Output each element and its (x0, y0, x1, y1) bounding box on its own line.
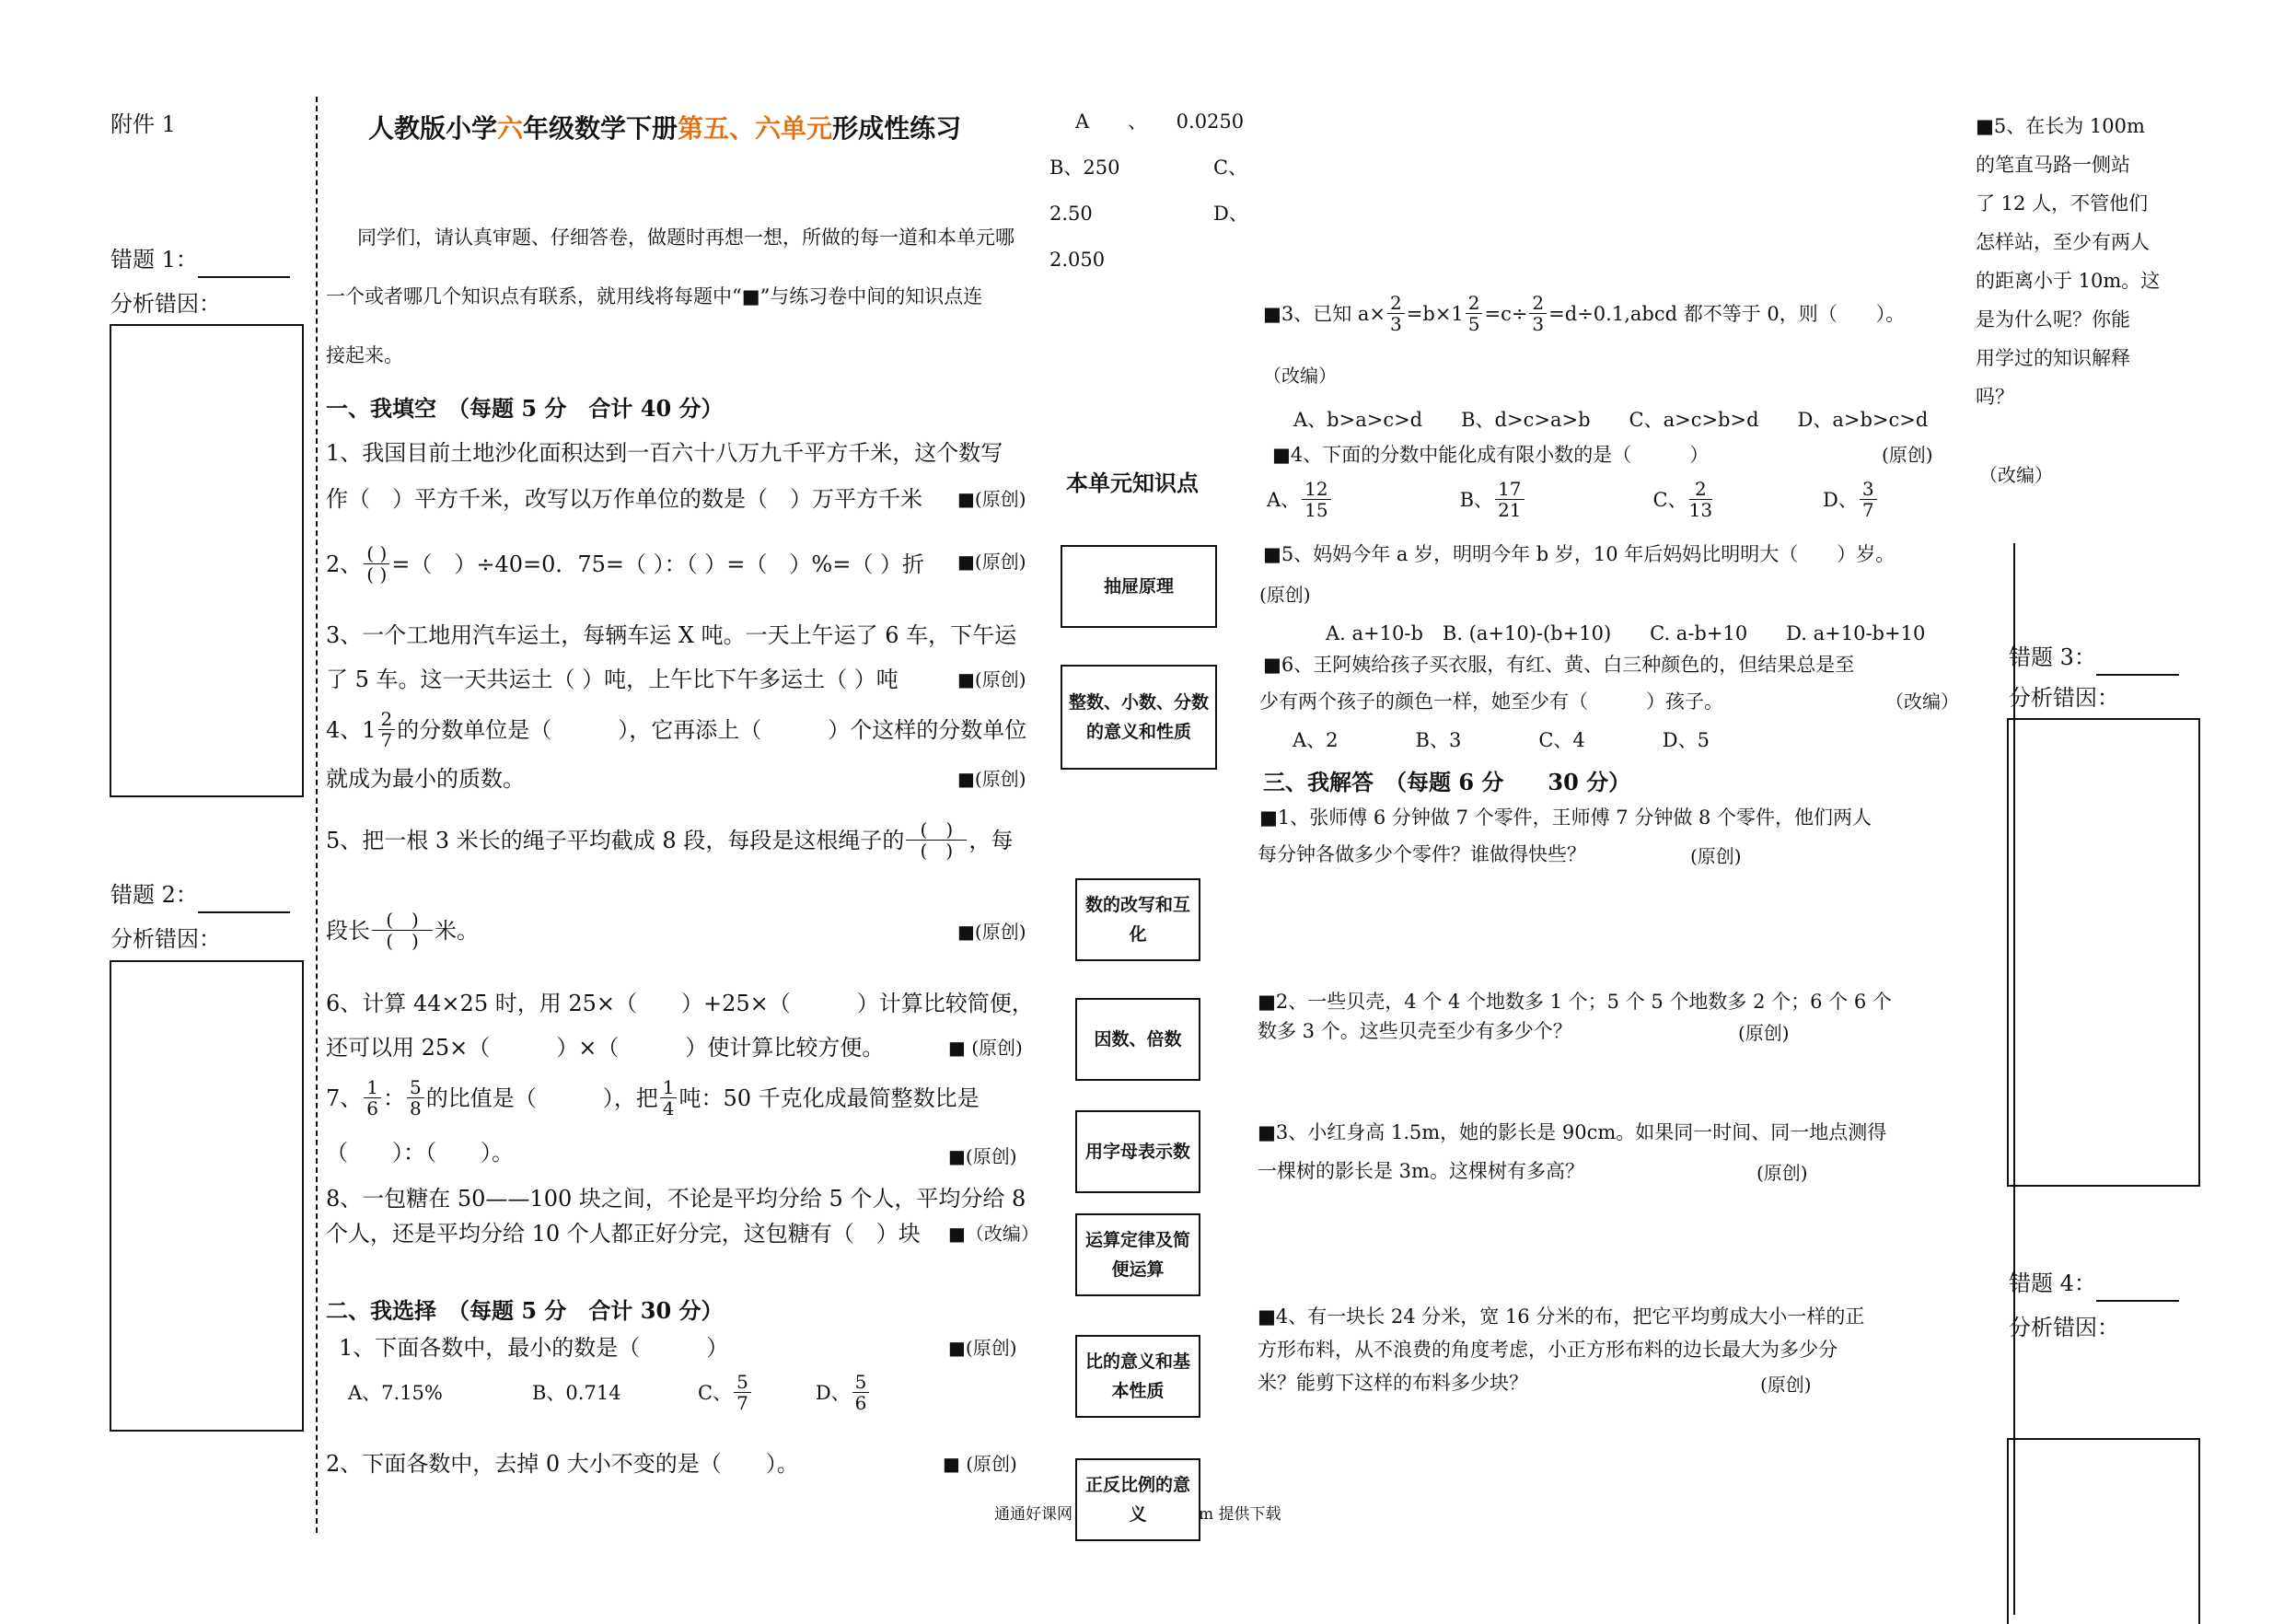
choice-q4-mark[interactable]: (原创) (1882, 444, 1933, 466)
error3-label: 错题 3： (2009, 639, 2179, 676)
answer-q4-mark[interactable]: (原创) (1760, 1374, 1812, 1396)
knowledge-point-ratio[interactable]: 比的意义和基本性质 (1075, 1335, 1200, 1418)
choice-q6-line1: ■6、王阿姨给孩子买衣服，有红、黄、白三种颜色的，但结果总是至 (1263, 654, 1855, 676)
fill-q8-line2: 个人，还是平均分给 10 个人都正好分完，这包糖有（ ）块 (326, 1221, 921, 1247)
error2-answer-box[interactable] (110, 960, 304, 1432)
choice-q2-option-c-value: 2.50 (1049, 203, 1093, 225)
fill-q1-line2: 作（ ）平方千米，改写以万作单位的数是（ ）万平方千米 (326, 486, 922, 512)
knowledge-point-proportion[interactable]: 正反比例的意义 (1075, 1458, 1200, 1541)
answer-q3-mark[interactable]: (原创) (1756, 1162, 1808, 1184)
choice-q2-option-b: B、250 (1049, 157, 1120, 179)
fill-q2: 2、 $\frac{( )}{( )}$ =（ ）÷40=0．75=（ ）：（ ）=（ ）%=（ ）折 (326, 542, 924, 586)
answer-q2-mark[interactable]: (原创) (1738, 1022, 1790, 1044)
answer-q2-line2: 数多 3 个。这些贝壳至少有多少个？ (1258, 1020, 1572, 1042)
answer-q2-line1: ■2、一些贝壳，4 个 4 个地数多 1 个；5 个 5 个地数多 2 个；6 个 6 个 (1258, 991, 1892, 1013)
fill-q1-line1: 1、我国目前土地沙化面积达到一百六十八万九千平方千米，这个数写 (326, 440, 1003, 466)
knowledge-point-conversion[interactable]: 数的改写和互化 (1075, 878, 1200, 961)
fill-q4-line2: 就成为最小的质数。 (326, 766, 525, 792)
answer-q1-line1: ■1、张师傅 6 分钟做 7 个零件，王师傅 7 分钟做 8 个零件，他们两人 (1259, 806, 1872, 829)
fill-q8-mark[interactable]: ■（改编） (948, 1223, 1039, 1245)
choice-q5-options: A. a+10-b B. (a+10)-(b+10) C. a-b+10 D. a+10-b+10 (1326, 622, 1926, 644)
answer-q4-line3: 米？能剪下这样的布料多少块？ (1258, 1372, 1528, 1394)
knowledge-point-operations[interactable]: 运算定律及简便运算 (1075, 1213, 1200, 1296)
error1-label: 错题 1： (110, 241, 290, 278)
answer-q3-line2: 一棵树的影长是 3m。这棵树有多高？ (1258, 1160, 1584, 1182)
answer-q1-mark[interactable]: (原创) (1690, 845, 1742, 867)
error4-analysis-label: 分析错因： (2009, 1315, 2119, 1340)
choice-q2-option-d-value: 2.050 (1049, 249, 1106, 271)
attachment-label: 附件 1 (110, 111, 176, 137)
choice-q2-option-c: C、 (1213, 157, 1248, 179)
choice-q1-options: A、7.15% B、0.714 C、 $\frac{5}{7}$ D、 $\frac{5}{6}$ (348, 1372, 871, 1413)
choice-q1: 1、下面各数中，最小的数是（ ） (339, 1335, 729, 1361)
answer-q5-mark[interactable]: （改编） (1979, 464, 2053, 486)
fill-q7-mark[interactable]: ■(原创) (948, 1145, 1017, 1167)
knowledge-point-letters[interactable]: 用字母表示数 (1075, 1110, 1200, 1193)
section3-heading: 三、我解答 （每题 6 分 30 分） (1263, 769, 1631, 795)
answer-q4-line1: ■4、有一块长 24 分米，宽 16 分米的布，把它平均剪成大小一样的正 (1258, 1305, 1865, 1328)
knowledge-point-pigeonhole[interactable]: 抽屉原理 (1061, 545, 1217, 628)
choice-q3-options: A、b>a>c>d B、d>c>a>b C、a>c>b>d D、a>b>c>d (1293, 409, 1929, 431)
error4-label: 错题 4： (2009, 1265, 2179, 1302)
footer-source: 通通好课网 (994, 1505, 1072, 1524)
choice-q4: ■4、下面的分数中能化成有限小数的是（ ） (1272, 444, 1710, 466)
fill-q8-line1: 8、一包糖在 50——100 块之间，不论是平均分给 5 个人，平均分给 8 (326, 1186, 1026, 1212)
footer-download: m 提供下载 (1199, 1505, 1281, 1524)
fill-q5-line1: 5、把一根 3 米长的绳子平均截成 8 段，每段是这根绳子的 $\frac{( )}{( )}$ ，每 (326, 818, 1014, 862)
error2-label: 错题 2： (110, 876, 290, 913)
answer-q1-line2: 每分钟各做多少个零件？谁做得快些？ (1258, 843, 1586, 865)
choice-q6-mark[interactable]: （改编） (1885, 690, 1959, 713)
choice-q5-mark[interactable]: (原创) (1259, 584, 1311, 606)
answer-q3-line1: ■3、小红身高 1.5m，她的影长是 90cm。如果同一时间、同一地点测得 (1258, 1121, 1887, 1143)
fill-q3-line2: 了 5 车。这一天共运土（ ）吨，上午比下午多运土（ ）吨 (326, 667, 899, 692)
choice-q3: ■3、已知 a× $\frac{2}{3}$ =b×1 $\frac{2}{5}$ =c÷ $\frac{2}{3}$ =d÷0.1,abcd 都不等于 0，则（ ）。 (1263, 292, 1906, 335)
fill-q2-fraction: $\frac{( )}{( )}$ (364, 543, 389, 585)
error1-answer-box[interactable] (110, 324, 304, 797)
choice-q6-options: A、2 B、3 C、4 D、5 (1293, 729, 1710, 751)
intro-line3: 接起来。 (326, 344, 403, 366)
knowledge-title: 本单元知识点 (1066, 470, 1199, 496)
fill-q5-line2: 段长 $\frac{( )}{( )}$ 米。 (326, 909, 479, 952)
error1-analysis-label: 分析错因： (110, 291, 221, 317)
fill-q2-mark[interactable]: ■(原创) (957, 551, 1026, 573)
section2-heading: 二、我选择 （每题 5 分 合计 30 分） (326, 1297, 724, 1324)
fill-q1-mark[interactable]: ■(原创) (957, 488, 1026, 510)
error2-analysis-label: 分析错因： (110, 926, 221, 952)
error4-answer-box[interactable] (2007, 1438, 2200, 1624)
choice-q3-mark[interactable]: （改编） (1263, 365, 1337, 387)
divider-left (316, 97, 318, 1533)
intro-line1: 同学们，请认真审题、仔细答卷，做题时再想一想，所做的每一道和本单元哪 (357, 226, 1014, 249)
fill-q6-mark[interactable]: ■ (原创) (948, 1037, 1023, 1059)
error3-answer-box[interactable] (2007, 718, 2200, 1187)
knowledge-point-numbers[interactable]: 整数、小数、分数的意义和性质 (1061, 665, 1217, 770)
fill-q7-line2: （ ）：（ ）。 (326, 1140, 514, 1166)
fill-q7-line1: 7、 $\frac{1}{6}$ ： $\frac{5}{8}$ 的比值是（ ），把 $\frac{1}{4}$ 吨：50 千克化成最简整数比是 (326, 1076, 980, 1119)
fill-q3-mark[interactable]: ■(原创) (957, 668, 1026, 690)
intro-line2: 一个或者哪几个知识点有联系，就用线将每题中“■”与练习卷中间的知识点连 (326, 285, 983, 307)
choice-q2-option-d: D、 (1213, 203, 1248, 225)
fill-q4-line1: 4、1 $\frac{2}{7}$ 的分数单位是（ ），它再添上（ ）个这样的分数单位 (326, 708, 1027, 751)
choice-q2: 2、下面各数中，去掉 0 大小不变的是（ ）。 (326, 1451, 799, 1477)
choice-q4-options: A、 $\frac{12}{15}$ B、 $\frac{17}{21}$ C、 $\frac{2}{13}$ D、 $\frac{3}{7}$ (1267, 479, 1879, 520)
choice-q5: ■5、妈妈今年 a 岁，明明今年 b 岁，10 年后妈妈比明明大（ ）岁。 (1263, 543, 1896, 565)
section1-heading: 一、我填空 （每题 5 分 合计 40 分） (326, 395, 724, 422)
choice-q2-option-a: A 、 0.0250 (1075, 110, 1245, 133)
answer-q5-text: ■5、在长为 100m 的笔直马路一侧站 了 12 人，不管他们 怎样站，至少有两人 的距离小于 10m。这 是为什么呢？你能 用学过的知识解释 吗？ (1976, 115, 2161, 408)
fill-q4-mark[interactable]: ■(原创) (957, 768, 1026, 790)
fill-q6-line2: 还可以用 25×（ ）×（ ）使计算比较方便。 (326, 1035, 885, 1061)
answer-q4-line2: 方形布料，从不浪费的角度考虑，小正方形布料的边长最大为多少分 (1258, 1339, 1838, 1361)
fill-q5-mark[interactable]: ■(原创) (957, 921, 1026, 943)
fill-q6-line1: 6、计算 44×25 时，用 25×（ ）+25×（ ）计算比较简便， (326, 991, 1034, 1016)
error3-analysis-label: 分析错因： (2009, 685, 2119, 711)
fill-q3-line1: 3、一个工地用汽车运土，每辆车运 X 吨。一天上午运了 6 车，下午运 (326, 622, 1017, 648)
knowledge-point-factors[interactable]: 因数、倍数 (1075, 998, 1200, 1081)
choice-q2-mark[interactable]: ■ (原创) (943, 1453, 1017, 1475)
choice-q1-mark[interactable]: ■(原创) (948, 1337, 1017, 1359)
page-title: 人教版小学六年级数学下册第五、六单元形成性练习 (368, 113, 962, 144)
choice-q6-line2: 少有两个孩子的颜色一样，她至少有（ ）孩子。 (1259, 690, 1723, 713)
